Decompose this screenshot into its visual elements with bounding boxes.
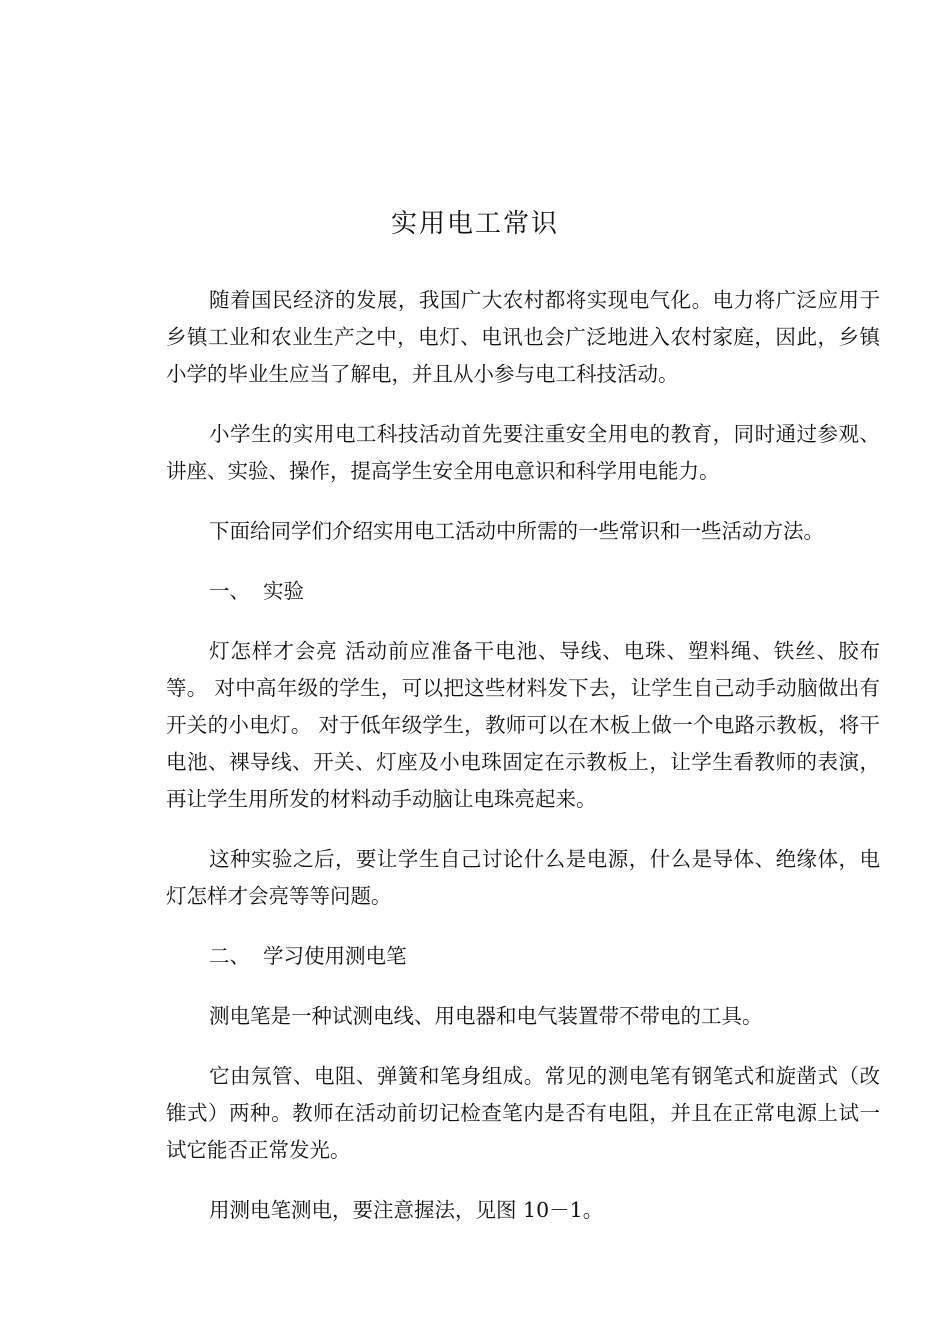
section-2-title: 学习使用测电笔 [263, 944, 407, 968]
intro-paragraph-1: 随着国民经济的发展，我国广大农村都将实现电气化。电力将广泛应用于乡镇工业和农业生产之中，电灯、电讯也会广泛地进入农村家庭，因此，乡镇小学的毕业生应当了解电，并且从小参与电工科技活动。 [166, 288, 880, 386]
section-1-heading [166, 573, 880, 610]
section-1-title: 实验 [263, 579, 305, 603]
document-body [166, 282, 880, 1252]
section-2-paragraph-2: 它由氖管、电阻、弹簧和笔身组成。常见的测电笔有钢笔式和旋凿式（改锥式）两种。教师在活动前切记检查笔内是否有电阻，并且在正常电源上试一试它能否正常发光。 [166, 1064, 880, 1162]
document-title: 实用电工常识 [390, 209, 559, 239]
section-2-paragraph-3: 用测电笔测电，要注意握法，见图 10－1。 [209, 1198, 604, 1222]
section-1-paragraph-1: 灯怎样才会亮 活动前应准备干电池、导线、电珠、塑料绳、铁丝、胶布等。 对中高年级的学生，可以把这些材料发下去，让学生自己动手动脑做出有开关的小电灯。 对于低年级学生，教师可以在木板上做一个电路示教板，将干电池、裸导线、开关、灯座及小电珠固定在示教板上，让学生看教师的表演，再让学生用所发的材料动手动脑让电珠亮起来。 [166, 639, 880, 811]
intro-paragraph-3: 下面给同学们介绍实用电工活动中所需的一些常识和一些活动方法。 [209, 519, 825, 543]
intro-paragraph-2: 小学生的实用电工科技活动首先要注重安全用电的教育，同时通过参观、讲座、实验、操作，提高学生安全用电意识和科学用电能力。 [166, 422, 880, 483]
section-2-number: 二、 [209, 944, 251, 968]
section-1-paragraph-2: 这种实验之后，要让学生自己讨论什么是电源，什么是导体、绝缘体，电灯怎样才会亮等等问题。 [166, 847, 880, 908]
section-1-number: 一、 [209, 579, 251, 603]
section-2-paragraph-1: 测电笔是一种试测电线、用电器和电气装置带不带电的工具。 [209, 1004, 763, 1028]
section-2-heading [166, 938, 880, 975]
